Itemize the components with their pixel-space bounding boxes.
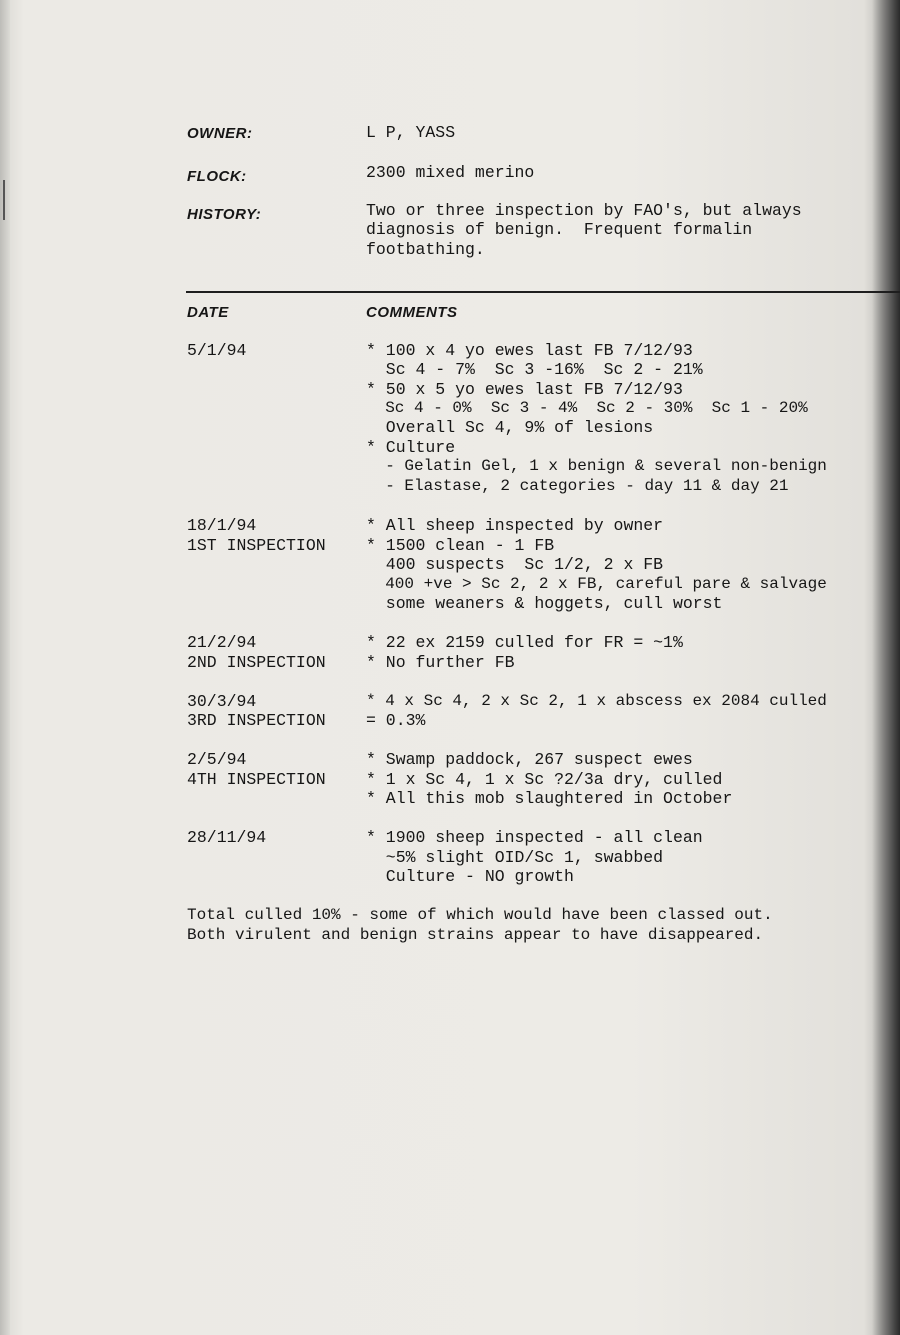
entry-comment: some weaners & hoggets, cull worst (366, 594, 723, 613)
entry-comment: * 22 ex 2159 culled for FR = ~1% (366, 633, 683, 652)
entry-comment: 400 +ve > Sc 2, 2 x FB, careful pare & salvage (366, 575, 827, 593)
summary-line: Both virulent and benign strains appear to have disappeared. (187, 926, 764, 944)
owner-label: OWNER: (187, 125, 253, 142)
entry-date: 5/1/94 (187, 341, 247, 360)
history-line: Two or three inspection by FAO's, but always (366, 201, 802, 220)
entry-comment: * 100 x 4 yo ewes last FB 7/12/93 (366, 341, 693, 360)
entry-comment: - Elastase, 2 categories - day 11 & day 21 (366, 477, 789, 495)
binding-mark (3, 180, 5, 220)
page-left-edge (0, 0, 10, 1335)
section-divider (186, 291, 900, 293)
date-column-header: DATE (187, 304, 229, 321)
entry-comment: * 1900 sheep inspected - all clean (366, 828, 703, 847)
entry-comment: * All this mob slaughtered in October (366, 789, 733, 808)
entry-comment: Overall Sc 4, 9% of lesions (366, 418, 654, 437)
inspection-label: 4TH INSPECTION (187, 770, 326, 789)
entry-date: 2/5/94 (187, 750, 247, 769)
entry-comment: * 50 x 5 yo ewes last FB 7/12/93 (366, 380, 683, 399)
inspection-label: 2ND INSPECTION (187, 653, 326, 672)
entry-comment: * 1500 clean - 1 FB (366, 536, 555, 555)
entry-comment: 400 suspects Sc 1/2, 2 x FB (366, 555, 664, 574)
entry-comment: * 4 x Sc 4, 2 x Sc 2, 1 x abscess ex 2084 culled (366, 692, 827, 710)
entry-comment: = 0.3% (366, 711, 426, 730)
flock-label: FLOCK: (187, 168, 247, 185)
entry-date: 18/1/94 (187, 516, 257, 535)
history-line: footbathing. (366, 240, 485, 259)
owner-value: L P, YASS (366, 123, 456, 142)
inspection-label: 3RD INSPECTION (187, 711, 326, 730)
page-right-edge (872, 0, 900, 1335)
flock-value: 2300 mixed merino (366, 163, 535, 182)
entry-date: 30/3/94 (187, 692, 257, 711)
comments-column-header: COMMENTS (366, 304, 458, 321)
entry-date: 28/11/94 (187, 828, 267, 847)
entry-comment: * Swamp paddock, 267 suspect ewes (366, 750, 693, 769)
entry-comment: - Gelatin Gel, 1 x benign & several non-benign (366, 457, 827, 475)
entry-comment: ~5% slight OID/Sc 1, swabbed (366, 848, 664, 867)
entry-comment: * Culture (366, 438, 456, 457)
inspection-label: 1ST INSPECTION (187, 536, 326, 555)
entry-comment: * No further FB (366, 653, 515, 672)
entry-comment: * 1 x Sc 4, 1 x Sc ?2/3a dry, culled (366, 770, 723, 789)
history-label: HISTORY: (187, 206, 262, 223)
entry-comment: Culture - NO growth (366, 867, 574, 886)
history-line: diagnosis of benign. Frequent formalin (366, 220, 753, 239)
entry-comment: * All sheep inspected by owner (366, 516, 664, 535)
entry-date: 21/2/94 (187, 633, 257, 652)
summary-line: Total culled 10% - some of which would have been classed out. (187, 906, 773, 924)
entry-comment: Sc 4 - 7% Sc 3 -16% Sc 2 - 21% (366, 360, 703, 379)
entry-comment: Sc 4 - 0% Sc 3 - 4% Sc 2 - 30% Sc 1 - 20% (366, 399, 808, 417)
